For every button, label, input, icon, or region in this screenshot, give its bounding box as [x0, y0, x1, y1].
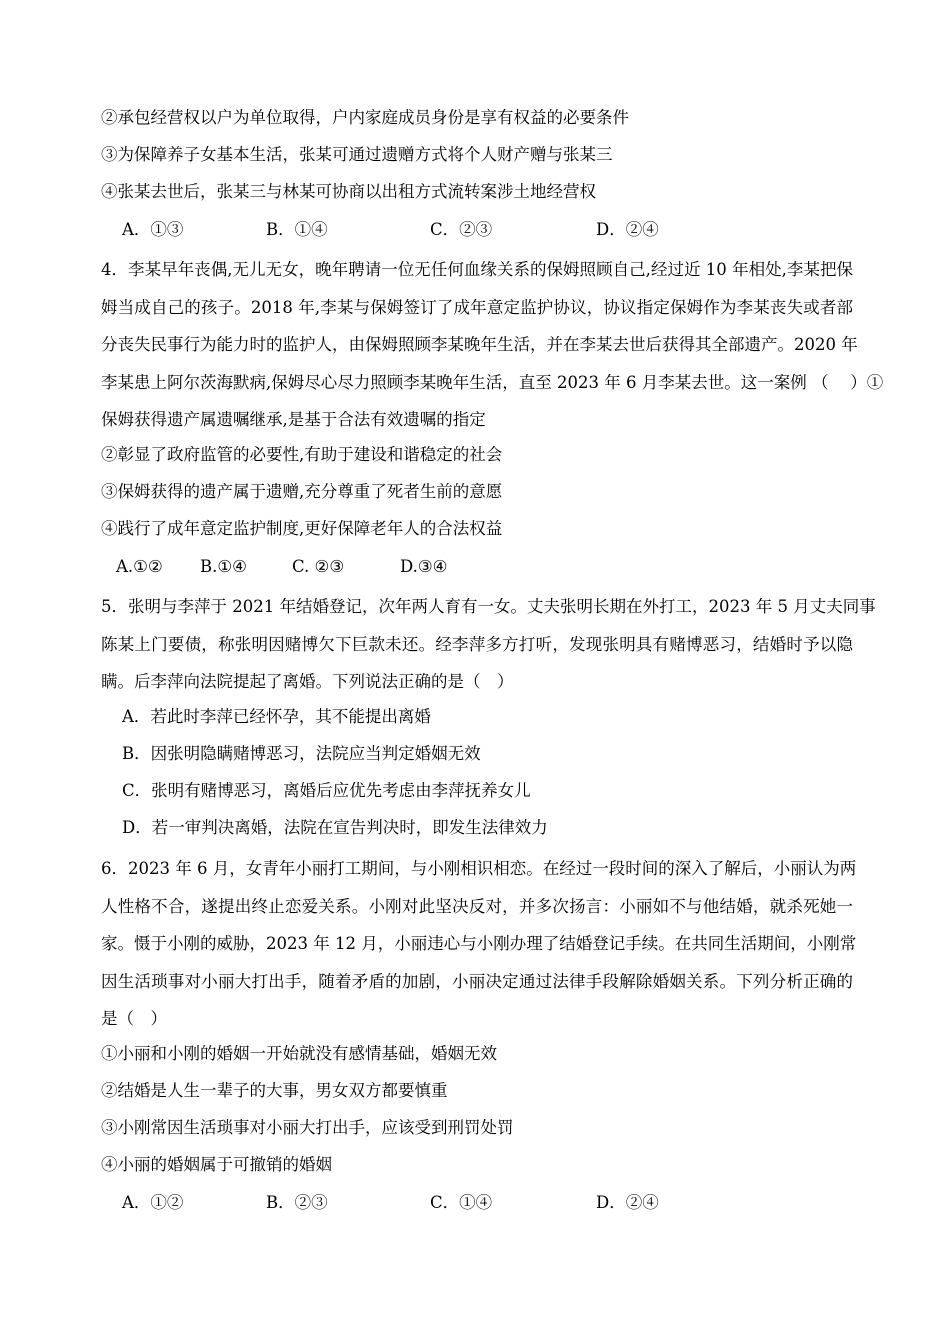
q5-option-b: B．因张明隐瞒赌博恶习，法院应当判定婚姻无效 — [122, 744, 481, 763]
q3-item-2: ②承包经营权以户为单位取得，户内家庭成员身份是享有权益的必要条件 — [101, 108, 629, 127]
q6-item-3: ③小刚常因生活琐事对小丽大打出手，应该受到刑罚处罚 — [101, 1118, 514, 1137]
q5-stem-line: 陈某上门要债，称张明因赌博欠下巨款未还。经李萍多方打听，发现张明具有赌博恶习，结婚时予以隐 — [101, 634, 853, 654]
q6-stem-line: 是（ ） — [101, 1009, 167, 1028]
q6-stem-line: 人性格不合，遂提出终止恋爱关系。小刚对此坚决反对，并多次扬言：小丽如不与他结婚，就杀死她一 — [101, 896, 853, 916]
q6-option-d: D．②④ — [596, 1193, 659, 1212]
q4-stem-line: 4．李某早年丧偶,无儿无女，晚年聘请一位无任何血缘关系的保姆照顾自己,经过近 10 年相处,李某把保 — [101, 260, 853, 279]
q4-item-2: ②彰显了政府监管的必要性,有助于建设和谐稳定的社会 — [101, 445, 503, 464]
q5-stem-line: 5．张明与李萍于 2021 年结婚登记，次年两人育有一女。丈夫张明长期在外打工，2023 年 5 月丈夫同事 — [101, 597, 876, 616]
q6-option-b: B．②③ — [266, 1193, 328, 1212]
q5-option-c: C．张明有赌博恶习，离婚后应优先考虑由李萍抚养女儿 — [122, 781, 531, 800]
q3-option-d: D．②④ — [596, 220, 659, 239]
q3-option-b: B．①④ — [266, 220, 328, 239]
q6-option-a: A．①② — [122, 1193, 184, 1212]
q4-stem-line: 保姆获得遗产属遗嘱继承,是基于合法有效遗嘱的指定 — [101, 410, 486, 429]
q6-stem — [101, 850, 857, 1038]
q6-item-2: ②结婚是人生一辈子的大事，男女双方都要慎重 — [101, 1081, 448, 1100]
q4-option-c: C. ②③ — [292, 557, 345, 576]
q6-option-c: C．①④ — [430, 1193, 493, 1212]
q3-option-a: A．①③ — [122, 220, 184, 239]
q4-stem-line: 李某患上阿尔茨海默病,保姆尽心尽力照顾李某晚年生活，直至 2023 年 6 月李某去世。这一案例 （ ）① — [101, 372, 884, 392]
q5-option-d: D．若一审判决离婚，法院在宣告判决时，即发生法律效力 — [122, 818, 548, 837]
q4-option-a: A.①② — [116, 557, 163, 576]
q4-option-b: B.①④ — [200, 557, 247, 576]
q4-option-d: D.③④ — [400, 557, 448, 576]
q6-stem-line: 因生活琐事对小丽大打出手，随着矛盾的加剧，小丽决定通过法律手段解除婚姻关系。下列分析正确的 — [101, 971, 853, 991]
q4-item-3: ③保姆获得的遗产属于遗赠,充分尊重了死者生前的意愿 — [101, 482, 503, 501]
q4-stem-line: 分丧失民事行为能力时的监护人，由保姆照顾李某晚年生活，并在李某去世后获得其全部遗产。2020 年 — [101, 335, 858, 354]
q3-item-4: ④张某去世后，张某三与林某可协商以出租方式流转案涉土地经营权 — [101, 182, 596, 201]
q5-stem — [101, 588, 876, 701]
q6-item-1: ①小丽和小刚的婚姻一开始就没有感情基础，婚姻无效 — [101, 1044, 497, 1063]
q6-item-4: ④小丽的婚姻属于可撤销的婚姻 — [101, 1155, 332, 1174]
q4-item-4: ④践行了成年意定监护制度,更好保障老年人的合法权益 — [101, 519, 503, 538]
q4-stem — [101, 251, 884, 439]
q4-stem-line: 姆当成自己的孩子。2018 年,李某与保姆签订了成年意定监护协议，协议指定保姆作为李某丧失或者部 — [101, 297, 853, 317]
q6-stem-line: 家。慑于小刚的威胁，2023 年 12 月，小丽违心与小刚办理了结婚登记手续。在共同生活期间，小刚常 — [101, 934, 857, 953]
q3-option-c: C．②③ — [430, 220, 493, 239]
q5-option-a: A．若此时李萍已经怀孕，其不能提出离婚 — [122, 707, 431, 726]
q5-stem-line: 瞒。后李萍向法院提起了离婚。下列说法正确的是（ ） — [101, 672, 514, 691]
q3-item-3: ③为保障养子女基本生活，张某可通过遗赠方式将个人财产赠与张某三 — [101, 145, 613, 164]
q6-stem-line: 6．2023 年 6 月，女青年小丽打工期间，与小刚相识相恋。在经过一段时间的深入了解后，小丽认为两 — [101, 859, 857, 878]
